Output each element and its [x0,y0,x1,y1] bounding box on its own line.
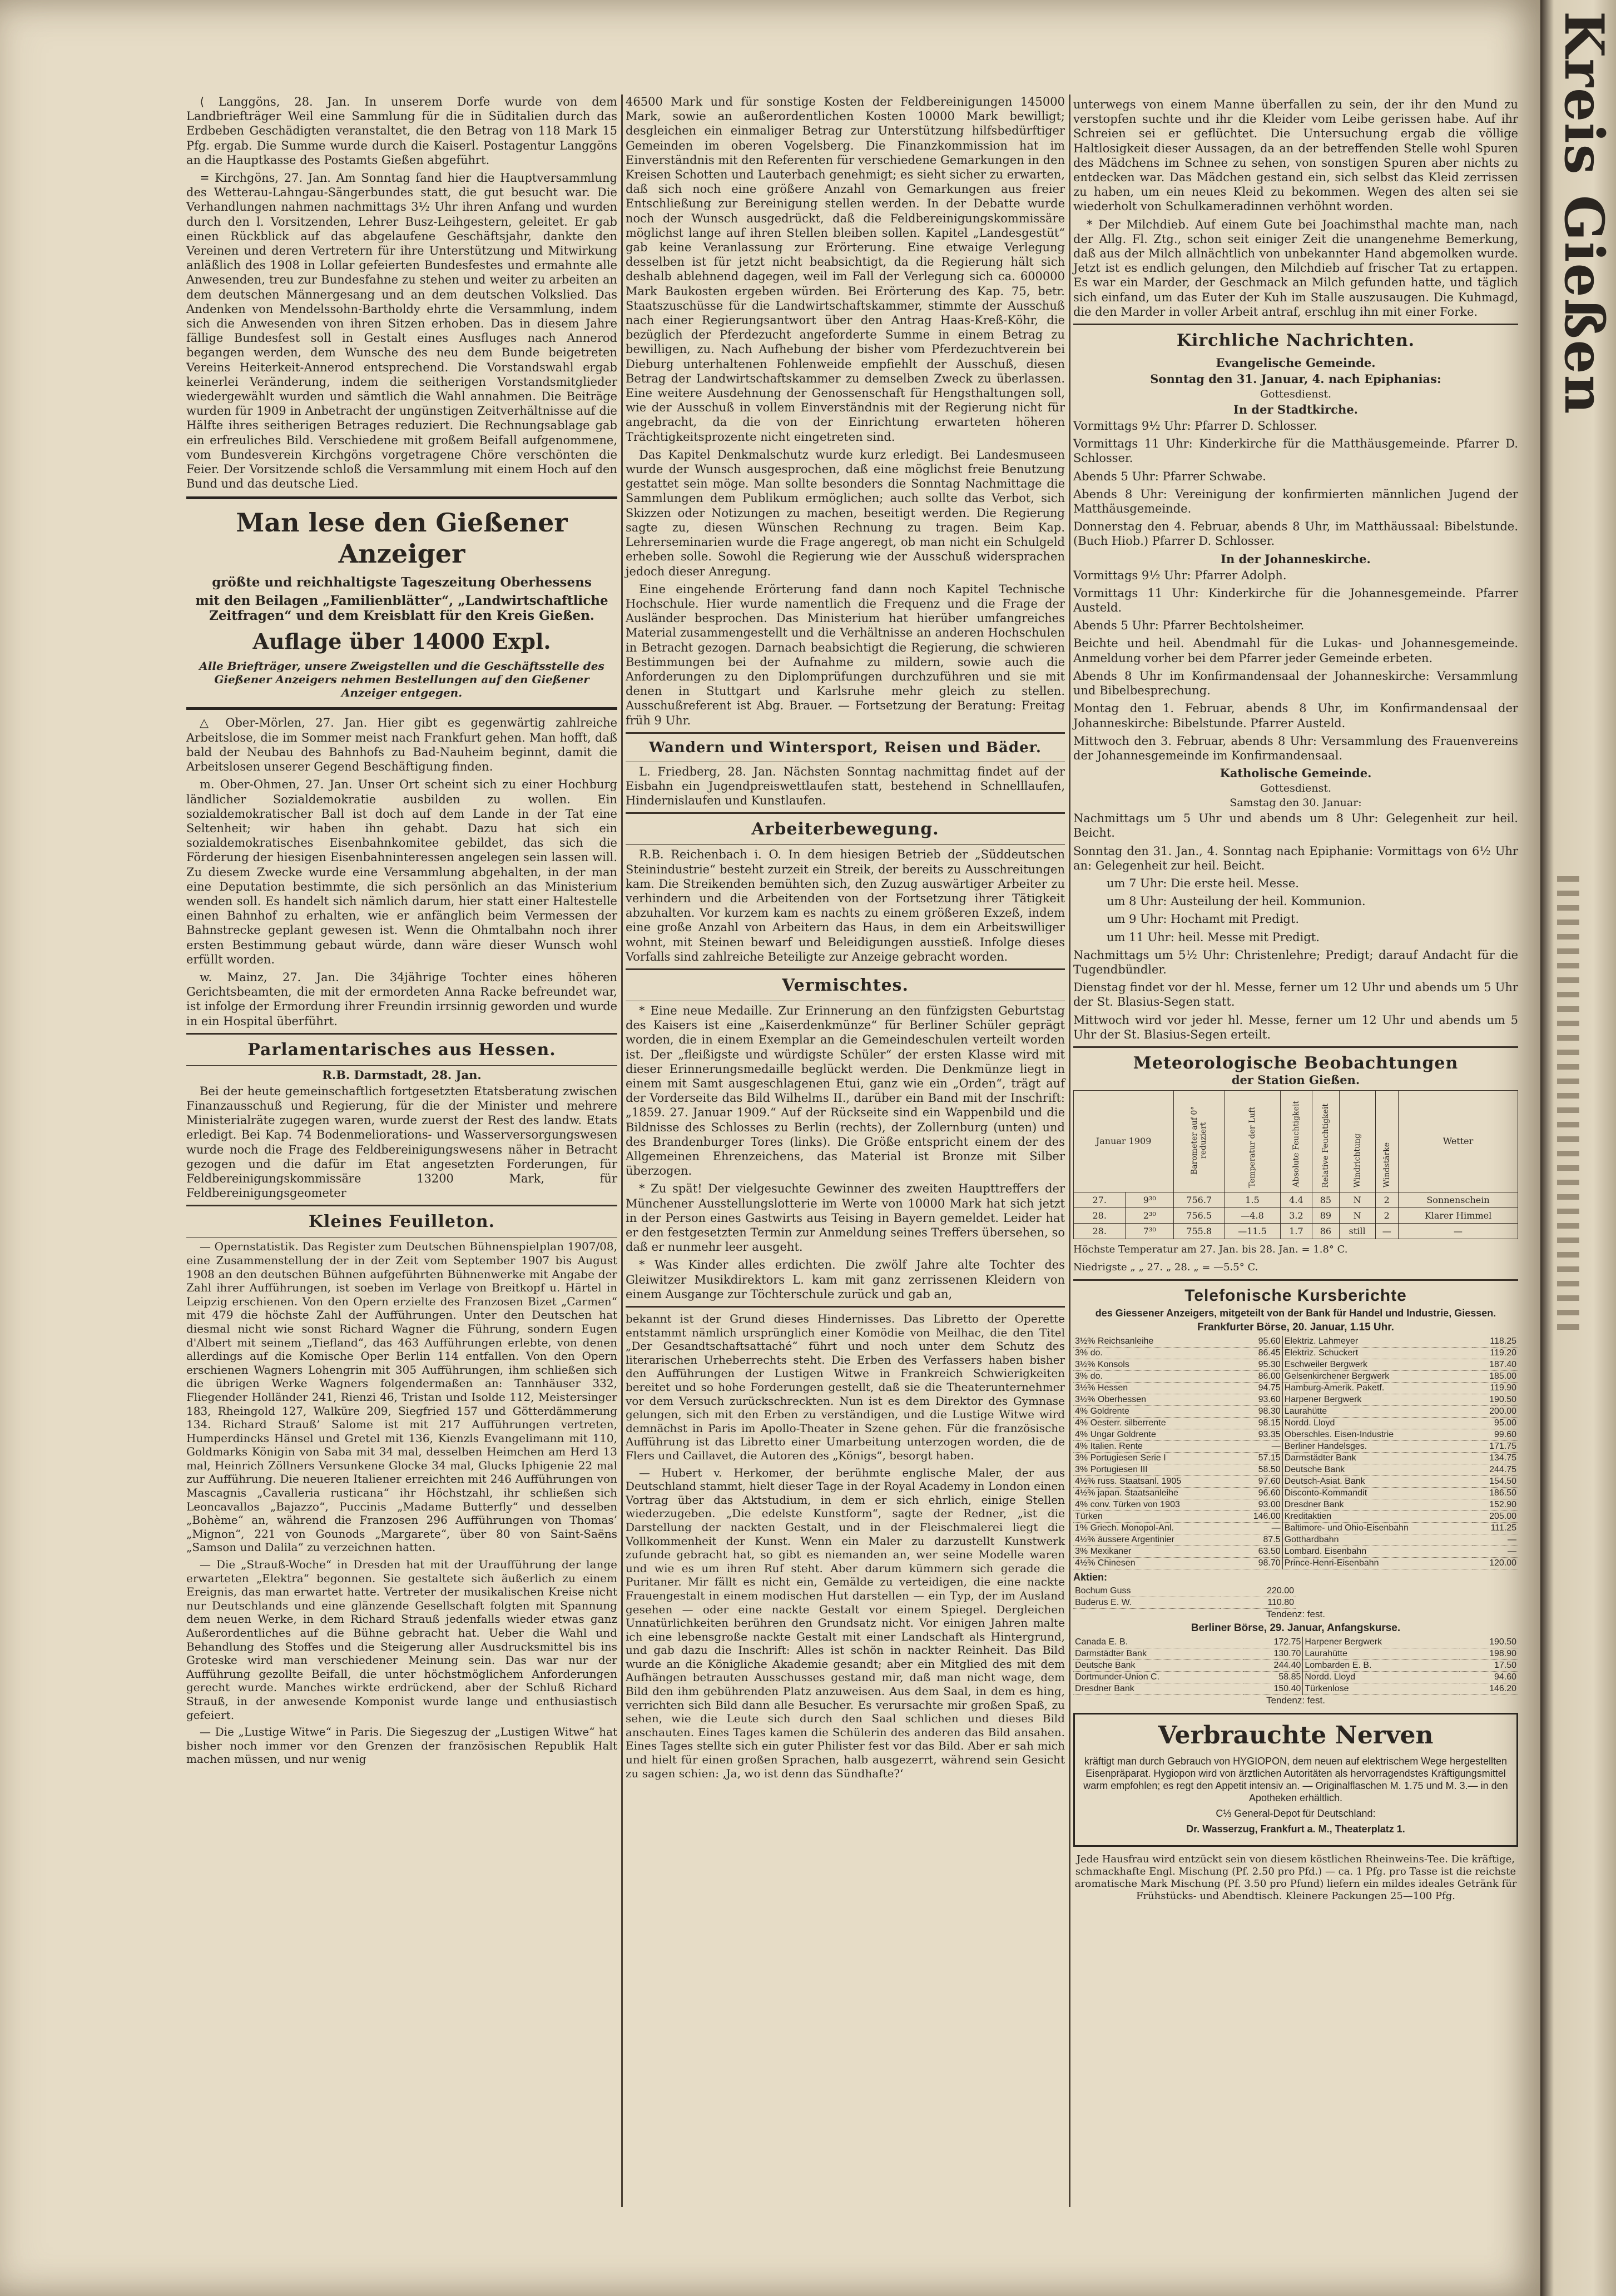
weather-header: Barometer auf 0° reduziert [1174,1090,1225,1192]
kurs-cell: Laurahütte [1282,1406,1473,1418]
kurs-cell: Darmstädter Bank [1073,1648,1243,1660]
kurs-row [1073,1558,1518,1569]
church-entry: Vormittags 11 Uhr: Kinderkirche für die Johannesgemeinde. Pfarrer Austeld. [1073,586,1518,615]
church-entry: Beichte und heil. Abendmahl für die Lukas- und Johannesgemeinde. Anmeldung vorher bei dem Pfarrer jeder Gemeinde erbeten. [1073,637,1518,665]
kurs-row [1073,1660,1518,1672]
kurs-cell: 99.60 [1473,1429,1518,1441]
kurs-cell: 186.50 [1473,1488,1518,1499]
church-news [1073,356,1518,1042]
weather-header-row [1074,1090,1518,1192]
church-entry: Donnerstag den 4. Februar, abends 8 Uhr, im Matthäussaal: Bibelstunde. (Buch Hiob.) Pfarrer D. Schlosser. [1073,520,1518,548]
kurs-cell: Laurahütte [1303,1648,1459,1660]
kurs-cell: Türkenlose [1303,1683,1459,1695]
column-divider [1069,95,1070,2207]
weather-cell: 7³⁰ [1126,1223,1174,1239]
kurs-cell: 4% Goldrente [1073,1406,1237,1418]
section-rule [626,968,1065,970]
weather-cell: 1.7 [1280,1223,1312,1239]
section-rule [186,1033,617,1035]
article-parliament-cont: 46500 Mark und für sonstige Kosten der Feldbereinigungen 145000 Mark, sowie an außerordentlichen Kosten 10000 Mark bewilligt; desgleichen ein einmaliger Betrag zur Unterstützung hilfsbedürftiger Gemeinden im oberen Vogelsberg. Die Finanzkommission hat im Einverständnis mit den Referenten für verschiedene Gemarkungen in den Kreisen Schotten und Lauterbach genehmigt; es sieht sicher zu erwarten, daß sich noch eine größere Anzahl von Gemarkungen aus freier Entschließung zur Bereinigung stellen werden. In der Debatte wurde noch der Wunsch ausgedrückt, daß die Feldbereinigungskommissäre möglichst lange auf ihren Stellen bleiben sollen. Kapitel „Landesgestüt“ gab keine Veranlassung zur Erörterung. Eine etwaige Verlegung desselben ist für jetzt nicht beabsichtigt, da die Regierung hält sich deshalb ablehnend dagegen, weil im Fall der Verlegung sich ca. 600000 Mark Baukosten ergeben würden. Bei Erörterung des Kap. 75, betr. Staatszuschüsse für die Landwirtschaftskammer, stimmte der Ausschuß nach einer Regierungsantwort über den Antrag Haas-Kreß-Köhr, die bezüglich der Pferdezucht angeforderte Summe in einem Betrag zu bewilligen, zu. Nach Aufhebung der bisher vom Pferdezuchtverein bei Dieburg unterhaltenen Fohlenweide empfiehlt der Ausschuß, diesen Betrag der Landwirtschaftskammer zu demselben Zweck zu überlassen. Eine weitere Ausdehnung der Genossenschaft für Hengsthaltungen soll, wie der Ausschuß in vollem Einverständnis mit der Regierung nicht für angebracht, da die von der Einrichtung erwarteten höheren Trächtigkeitsprozente nicht eingetreten sind. [626,95,1065,444]
kurs-cell: Elektriz. Lahmeyer [1282,1336,1473,1348]
kurs-cell: Deutsche Bank [1073,1660,1243,1672]
church-entry: Vormittags 11 Uhr: Kinderkirche für die Matthäusgemeinde. Pfarrer D. Schlosser. [1073,437,1518,465]
kurs-row [1073,1534,1518,1546]
church-entry: Mittwoch den 3. Februar, abends 8 Uhr: Versammlung des Frauenvereins der Johannesgemeinde im Konfirmandensaal. [1073,734,1518,762]
article-medaille: * Eine neue Medaille. Zur Erinnerung an den fünfzigsten Geburtstag des Kaisers ist eine „Kaiserdenkmünze“ für Berliner Schüler geprägt worden, die in einem Exemplar an die Gemeindeschulen verteilt worden ist. Der „fleißigste und würdigste Schüler“ der ersten Klasse wird mit dieser Erinnerungsmedaille beglückt werden. Die Denkmünze liegt in einem mit Samt ausgeschlagenen Etui, ganz wie ein „Orden“, trägt auf der Vorderseite das Bild Wilhelms II., darüber ein Band mit der Inschrift: „1859. 27. Januar 1909.“ Auf der Rückseite sind ein Wappenbild und die Bildnisse des Schlosses zu Berlin (rechts), der Zollernburg (unten) und des Brandenburger Tores (links). Die Größe entspricht einem der des Allgemeinen Ehrenzeichens, das Material ist Bronze mit Silber überzogen. [626,1003,1065,1178]
church-entry: um 8 Uhr: Austeilung der heil. Kommunion. [1107,894,1366,908]
weather-header: Absolute Feuchtigkeit [1280,1090,1312,1192]
kurs-cell: 150.40 [1243,1683,1303,1695]
article-langgoens: ⟨ Langgöns, 28. Jan. In unserem Dorfe wurde von dem Landbriefträger Weil eine Sammlung für die in Süditalien durch das Erdbeben Geschädigten veranstaltet, die den Betrag von 118 Mark 15 Pfg. ergab. Die Summe wurde durch die Kaiserl. Postagentur Langgöns an die Hauptkasse des Postamts Gießen abgeführt. [186,95,617,167]
kurs-cell: 146.20 [1459,1683,1518,1695]
dateline: R.B. Darmstadt, 28. Jan. [322,1067,482,1082]
weather-row [1074,1207,1518,1223]
weather-cell: 1.5 [1225,1192,1281,1207]
kurs-cell: 152.90 [1473,1499,1518,1511]
ad-title: Man lese den Gießener Anzeiger [236,508,568,569]
kurs-cell: Dresdner Bank [1073,1683,1243,1695]
adjacent-page-lines [1557,867,1579,2201]
kurse-frankfurt: Frankfurter Börse, 20. Januar, 1.15 Uhr. [1197,1321,1394,1334]
kurs-cell: 17.50 [1459,1660,1518,1672]
kurs-cell: 58.85 [1243,1672,1303,1683]
article-denkmalschutz: Das Kapitel Denkmalschutz wurde kurz erledigt. Bei Landesmuseen wurde der Wunsch ausgesprochen, daß eine möglichst freie Benutzung gestattet sein möge. Man sollte besonders die Sonntag Nachmittage die Sammlungen dem Publikum ermöglichen; auch sollte das Verbot, sich Skizzen oder Notizungen zu machen, beseitigt werden. Die Regierung sagte zu, diesen Wünschen Rechnung zu tragen. Beim Kap. Lehrerseminarien wurde die Frage angeregt, ob man nicht ein Schulgeld erheben solle. Sowohl die Regierung wie der Ausschuß widersprachen jedoch dieser Anregung. [626,448,1065,578]
kurs-row [1073,1429,1518,1441]
kurs-cell: 87.5 [1237,1534,1283,1546]
section-rule [626,1306,1065,1308]
section-heading-vermischtes: Vermischtes. [782,975,909,995]
kurs-row [1073,1648,1518,1660]
kurs-cell: 57.15 [1237,1453,1283,1464]
aktien-table [1073,1586,1296,1609]
article-kirchgoens: = Kirchgöns, 27. Jan. Am Sonntag fand hier die Hauptversammlung des Wetterau-Lahngau-Sängerbundes statt, die gut besucht war. Die Verhandlungen nahmen nachmittags 3½ Uhr ihren Anfang und wurden durch den l. Vorsitzenden, Lehrer Busz-Leihgestern, geleitet. Er gab einen Rückblick auf das abgelaufene Geschäftsjahr, dankte den Vereinen und deren Vertretern für ihre Unterstützung und Mitwirkung anläßlich des 1908 in Lollar gefeierten Bundesfestes und ermahnte alle Anwesenden, treu zur Bundesfahne zu stehen und weiter zu arbeiten an dem deutschen Männergesang und an dem deutschen Volkslied. Das Andenken von Mendelssohn-Bartholdy ehrte die Versammlung, indem sich die Anwesenden von ihren Sitzen erhoben. Das in diesem Jahre fällige Bundesfest soll in Gestalt eines Ausfluges nach Annerod begangen werden, dem Wunsche des neu dem Bunde beigetreten Vereins Heiterkeit-Annerod entsprechend. Die Vorstandswahl ergab keinerlei Veränderung, indem die seitherigen Vorstandsmitglieder wiedergewählt wurden und sämtlich die Wahl annahmen. Die Beiträge wurden für 1909 in Anbetracht der ungünstigen Zeitverhältnisse auf die Hälfte ihres seitherigen Betrages reduziert. Die Rechnungsablage gab ein erfreuliches Bild. Verschiedene mit großem Beifall aufgenommene, vom Bundesverein Kirchgöns vorgetragene Chöre verschönten die Feier. Der Vorsitzende schloß die Versammlung mit einem Hoch auf den Bund und das deutsche Lied. [186,171,617,491]
kurs-cell: 93.60 [1237,1394,1283,1406]
weather-cell: 756.5 [1174,1207,1225,1223]
adjacent-page-title: Kreis Gießen [1553,11,1615,415]
weather-cell: 85 [1312,1192,1340,1207]
ad-text: kräftigt man durch Gebrauch von HYGIOPON, dem neuen auf elektrischem Wege hergestellten Eisenpräparat. Hygiopon wird von ärztlichen Autoritäten als hervorragendstes Kräftigungsmittel warm empfohlen; es regt den Appetit intensiv an. — Originalflaschen M. 1.75 und M. 3.— in den Apotheken erhältlich. [1083,1756,1508,1804]
kurs-cell: 119.20 [1473,1348,1518,1359]
church-entry: um 11 Uhr: heil. Messe mit Predigt. [1107,930,1320,944]
kurs-cell: 200.00 [1473,1406,1518,1418]
kurs-cell: 93.35 [1237,1429,1283,1441]
meteo-station: der Station Gießen. [1231,1072,1360,1087]
kurse-table [1073,1336,1518,1569]
weather-cell: still [1339,1223,1375,1239]
kurs-cell: 3% do. [1073,1371,1237,1383]
article-parliament: Bei der heute gemeinschaftlich fortgesetzten Etatsberatung zwischen Finanzausschuß und Regierung, für die der Minister und mehrere Ministerialräte zugegen waren, wurde zuerst der Rest des landw. Etats erledigt. Bei Kap. 74 Bodenmeliorations- und Wasserversorgungswesen wurde noch die Frage des Feldbereinigungswesens näher in Betracht gezogen und die dafür im Etat angesetzten Forderungen, für Feldbereinigungskommissäre 13200 Mark, für Feldbereinigungsgeometer [186,1084,617,1200]
kurs-cell: 96.60 [1237,1488,1283,1499]
kurs-cell: 4½% russ. Staatsanl. 1905 [1073,1476,1237,1488]
church-date: Samstag den 30. Januar: [1230,797,1362,809]
kurs-cell: 98.15 [1237,1418,1283,1429]
kurs-cell: Dortmunder-Union C. [1073,1672,1243,1683]
ad-text: C⅓ General-Depot für Deutschland: [1216,1808,1376,1820]
kurs-cell: 4% Oesterr. silberrente [1073,1418,1237,1429]
kurs-row [1073,1476,1518,1488]
kurs-cell: — [1237,1441,1283,1453]
kurs-cell: 98.70 [1237,1558,1283,1569]
weather-header: Windrichtung [1339,1090,1375,1192]
kurs-row [1073,1523,1518,1534]
article-lustige-witwe: — Die „Lustige Witwe“ in Paris. Die Siegeszug der „Lustigen Witwe“ hat bisher noch immer vor den Grenzen der französischen Republik Halt machen müssen, und nur wenig [186,1725,617,1766]
kurs-cell: Dresdner Bank [1282,1499,1473,1511]
kurs-cell: Nordd. Lloyd [1282,1418,1473,1429]
kurs-cell: — [1237,1523,1283,1534]
kurs-cell: Bochum Guss [1073,1586,1221,1597]
church-evangelisch: Evangelische Gemeinde. [1216,356,1376,370]
kurs-cell: 4% Italien. Rente [1073,1441,1237,1453]
weather-cell: N [1339,1207,1375,1223]
kurs-cell: 3½% Hessen [1073,1383,1237,1394]
church-entry: Dienstag findet vor der hl. Messe, ferner um 12 Uhr und abends um 5 Uhr der St. Blasius-Segen statt. [1073,981,1518,1009]
section-rule [186,1205,617,1206]
weather-cell: 4.4 [1280,1192,1312,1207]
kurs-cell: 86.45 [1237,1348,1283,1359]
section-rule [626,812,1065,814]
kurs-row [1073,1683,1518,1695]
kurs-row [1073,1336,1518,1348]
section-heading-arbeiter: Arbeiterbewegung. [751,819,939,839]
article-kinder-cont: unterwegs von einem Manne überfallen zu sein, der ihr den Mund zu verstopfen suchte und ihr die Kleider vom Leibe gerissen habe. Auf ihr Schreien sei er geflüchtet. Die Untersuchung ergab die völlige Haltlosigkeit dieser Aussagen, da an der betreffenden Stelle wohl Spuren des Mädchens im Schnee zu sehen, von sonstigen Spuren aber nichts zu entdecken war. Das Mädchen gestand ein, sich selbst das Kleid zerrissen zu haben, um ein neues Kleid zu bekommen. Wegen des alten sei sie wiederholt von Schulkameradinnen verhöhnt worden. [1073,98,1518,213]
church-entry: Nachmittags um 5 Uhr und abends um 8 Uhr: Gelegenheit zur heil. Beicht. [1073,812,1518,840]
kurs-row [1073,1672,1518,1683]
kurs-cell: 130.70 [1243,1648,1303,1660]
weather-cell: N [1339,1192,1375,1207]
kurs-cell: Lombard. Eisenbahn [1282,1546,1473,1558]
weather-cell: 2 [1375,1192,1399,1207]
section-rule [626,844,1065,845]
church-entry: Abends 8 Uhr: Vereinigung der konfirmierten männlichen Jugend der Matthäusgemeinde. [1073,487,1518,516]
article-witwe-cont: bekannt ist der Grund dieses Hindernisses. Das Libretto der Operette entstammt nämlich ursprünglich einer Komödie von Meilhac, die den Titel „Der Gesandtschaftsattaché“ führt und noch unter dem Schutz des literarischen Urheberrechts steht. Die Erben des Verfassers haben bisher den Aufführungen der Lustigen Witwe in Frankreich Schwierigkeiten bereitet und so hohe Forderungen gestellt, daß sie die Theaterunternehmer vor dem Versuch zurückschreckten. Nun ist es dem Direktor des Gymnase gelungen, sich mit den Erben zu verständigen, und die Lustige Witwe wird demnächst in Paris im Apollo-Theater in Szene gehen. Für die französische Aufführung ist das Libretto einer Umarbeitung unterzogen worden, die de Flers und Caillavet, die Autoren des „Königs“, besorgt haben. [626,1312,1065,1462]
kurs-cell: 198.90 [1459,1648,1518,1660]
weather-header: Windstärke [1375,1090,1399,1192]
kurs-cell: 205.00 [1473,1511,1518,1523]
kurs-cell: Darmstädter Bank [1282,1453,1473,1464]
kurs-row [1073,1418,1518,1429]
church-entry: Mittwoch wird vor jeder hl. Messe, ferner um 12 Uhr und abends um 5 Uhr der St. Blasius-Segen erteilt. [1073,1013,1518,1041]
kurs-row [1073,1441,1518,1453]
church-entry: Abends 5 Uhr: Pfarrer Schwabe. [1073,469,1266,483]
church-gottesdienst: Gottesdienst. [1260,782,1332,795]
church-entry: um 7 Uhr: Die erste heil. Messe. [1107,876,1299,890]
kurs-row [1073,1406,1518,1418]
kurs-cell: 120.00 [1473,1558,1518,1569]
kurs-row [1073,1597,1296,1609]
church-entry: Sonntag den 31. Jan., 4. Sonntag nach Epiphanie: Vormittags von 6½ Uhr an: Gelegenheit zur heil. Beicht. [1073,844,1518,872]
article-ober-moerlen: △ Ober-Mörlen, 27. Jan. Hier gibt es gegenwärtig zahlreiche Arbeitslose, die im Sommer meist nach Frankfurt gehen. Man hofft, daß bald der Neubau des Bahnhofs zu Bad-Nauheim beginnt, damit die Arbeitslosen unserer Gegend Beschäftigung finden. [186,716,617,774]
kurs-row [1073,1348,1518,1359]
kurs-cell: Harpener Bergwerk [1282,1394,1473,1406]
weather-cell: 2³⁰ [1126,1207,1174,1223]
article-reichenbach: R.B. Reichenbach i. O. In dem hiesigen Betrieb der „Süddeutschen Steinindustrie“ besteht zurzeit ein Streik, der bereits zu Ausschreitungen kam. Die Streikenden bemühten sich, den Zuzug auswärtiger Arbeiter zu verhindern und die Arbeitenden von der Fortsetzung ihrer Tätigkeit abzuhalten. Vor kurzem kam es nachts zu einem größeren Exzeß, indem eine große Anzahl von Arbeitern das Haus, in dem ein Arbeitswilliger wohnt, mit Steinen bewarf und Beleidigungen ausstieß. Infolge dieses Vorfalls sind zahlreiche Beteiligte zur Anzeige gebracht worden. [626,848,1065,963]
berlin-table [1073,1637,1518,1695]
article-kinder: * Was Kinder alles erdichten. Die zwölf Jahre alte Tochter des Gleiwitzer Musikdirektors L. kam mit ganz zerrissenen Kleidern von einem Ausgange zur Töchterschule zurück und gab an, [626,1258,1065,1301]
ad-line: mit den Beilagen „Familienblätter“, „Landwirtschaftliche Zeitfragen“ und dem Kreisblatt für den Kreis Gießen. [195,593,608,624]
kurs-cell: 3½% Reichsanleihe [1073,1336,1237,1348]
kurs-row [1073,1371,1518,1383]
kurs-row [1073,1464,1518,1476]
article-herkomer: — Hubert v. Herkomer, der berühmte englische Maler, der aus Deutschland stammt, hielt dieser Tage in der Royal Academy in London einen Vortrag über das Aktstudium, in dem er sich ehrlich, einige Stellen wiederzugeben. „Die edelste Kunstform“, sagte der Redner, „ist die Darstellung der nackten Gestalt, und in der Fleischmalerei liegt die Vollkommenheit der Kunst. Wenn ein Maler zu darzustellt Kunstwerk zufunde gebracht hat, so gibt es niemanden an, wer seine Modelle waren und wie es um ihren Ruf steht. Aber darum kümmern sich gerade die Puritaner. Mir fällt es nicht ein, Gemälde zu verteidigen, die eine nackte Frauengestalt in einem modischen Hut darstellen — ein Typ, der im Ausland gesehen — oder eine nackte Gestalt vor einem Spiegel. Dergleichen Unnatürlichkeiten berühren den Grundsatz nicht. Vor einigen Jahren malte ich eine lebensgroße nackte Gestalt mit einer Landschaft als Hintergrund, und gab dazu die Inschrift: Alles ist schön in nackter Reinheit. Das Bild wurde an die Königliche Akademie gesandt; aber ein Mitglied des mit dem Aufhängen betrauten Ausschusses gestand mir, daß man nicht wage, dem Bild den ihm gebührenden Platz anzuweisen. Aus dem Saal, in dem es hing, verrichten sich Bild dann alle Besucher. Es verursachte mir großen Spaß, zu sehen, wie die Leute sich durch den Saal schlichen und dieses Bild anschauten. Eines Tages kamen die Schülerin des anderen das Bild ansahen. Eines Tages stellte sich ein guter Philister fest vor das Bild. Aber er sah mich und hielt für einen großen Sprachen, halb ausgezerrt, während sein Gesicht zu sagen schien: ‚Ja, wo ist denn das Sündhafte?‘ [626,1465,1065,1780]
kurs-cell: — [1473,1534,1518,1546]
weather-cell: 28. [1074,1223,1126,1239]
kurs-cell: 110.80 [1221,1597,1296,1609]
article-hochschule: Eine eingehende Erörterung fand dann noch Kapitel Technische Hochschule. Hier wurde namentlich die Frequenz und die Frage der Ausländer besprochen. Das Ministerium hat hierüber umfangreiches Material zusammengestellt und die Verhältnisse an anderen Hochschulen in Betracht gezogen. Darnach beabsichtigt die Regierung, die schwieren Bestimmungen bei der Aufnahme zu mildern, sowie auch die Anforderungen zu den Diplomprüfungen durchzuführen und sie mit denen in Stuttgart und Karlsruhe mehr gleich zu stellen. Ausschußreferent ist Abg. Brauer. — Fortsetzung der Beratung: Freitag früh 9 Uhr. [626,582,1065,727]
kurs-row [1073,1359,1518,1371]
kurs-cell: 58.50 [1237,1464,1283,1476]
kurs-cell: 3½% Oberhessen [1073,1394,1237,1406]
article-zu-spaet: * Zu spät! Der vielgesuchte Gewinner des zweiten Haupttreffers der Münchener Ausstellungslotterie im Werte von 10000 Mark hat sich jetzt in der Person eines Gastwirts aus Teising in Bayern gemeldet. Leider hat er den festgesetzten Termin zur Anmeldung seines Treffers übersehen, so daß er nunmehr leer ausgeht. [626,1182,1065,1254]
weather-table [1073,1090,1518,1239]
kurs-cell: 190.50 [1459,1637,1518,1648]
column-divider [621,95,623,2207]
section-rule [186,1065,617,1066]
kurs-cell: Nordd. Lloyd [1303,1672,1459,1683]
article-friedberg: L. Friedberg, 28. Jan. Nächsten Sonntag nachmittag findet auf der Eisbahn ein Jugendpreiswettlaufen statt, bestehend in Schnelllaufen, Hindernislaufen und Kunstlaufen. [626,764,1065,808]
church-date: Sonntag den 31. Januar, 4. nach Epiphanias: [1150,372,1441,386]
kurs-cell: Prince-Henri-Eisenbahn [1282,1558,1473,1569]
weather-row [1074,1223,1518,1239]
weather-header: Wetter [1399,1090,1518,1192]
kurs-cell: Baltimore- und Ohio-Eisenbahn [1282,1523,1473,1534]
kurs-row [1073,1383,1518,1394]
kurs-row [1073,1488,1518,1499]
kurse-berlin: Berliner Börse, 29. Januar, Anfangskurse. [1191,1622,1401,1634]
kurs-cell: Canada E. B. [1073,1637,1243,1648]
kurse-aktien: Aktien: [1073,1572,1108,1583]
section-heading-meteo: Meteorologische Beobachtungen [1133,1053,1459,1073]
weather-cell: 86 [1312,1223,1340,1239]
church-entry: Abends 8 Uhr im Konfirmandensaal der Johanneskirche: Versammlung und Bibelbesprechung. [1073,669,1518,698]
section-rule [1073,1046,1518,1048]
kurs-cell: Oberschles. Eisen-Industrie [1282,1429,1473,1441]
section-rule [1073,1279,1518,1281]
section-heading-kurse: Telefonische Kursberichte [1184,1286,1407,1305]
weather-cell: —11.5 [1225,1223,1281,1239]
ad-text: Dr. Wasserzug, Frankfurt a. M., Theaterplatz 1. [1186,1823,1405,1835]
kurs-cell: 154.50 [1473,1476,1518,1488]
kurs-cell: 172.75 [1243,1637,1303,1648]
kurs-cell: Berliner Handelsges. [1282,1441,1473,1453]
weather-cell: Klarer Himmel [1399,1207,1518,1223]
ad-line: größte und reichhaltigste Tageszeitung Oberhessens [212,575,592,590]
weather-cell: 755.8 [1174,1223,1225,1239]
kurs-cell: 86.00 [1237,1371,1283,1383]
kurs-cell: Gelsenkirchener Bergwerk [1282,1371,1473,1383]
column-1 [186,95,617,1770]
kurs-cell: 119.90 [1473,1383,1518,1394]
kurs-cell: — [1473,1546,1518,1558]
section-heading-feuilleton: Kleines Feuilleton. [308,1212,495,1232]
weather-row [1074,1192,1518,1207]
article-mainz: w. Mainz, 27. Jan. Die 34jährige Tochter eines höheren Gerichtsbeamten, die mit der ermordeten Anna Racke befreundet war, ist infolge der Ermordung ihrer Freundin irrsinnig geworden und wurde in ein Hospital überführt. [186,970,617,1028]
kurs-cell: 94.75 [1237,1383,1283,1394]
kurs-cell: 97.60 [1237,1476,1283,1488]
church-entry: Abends 5 Uhr: Pfarrer Bechtolsheimer. [1073,619,1305,633]
kurs-cell: 3½% Konsols [1073,1359,1237,1371]
ad-title: Verbrauchte Nerven [1158,1721,1434,1750]
kurs-row [1073,1637,1518,1648]
article-opernstatistik: — Opernstatistik. Das Register zum Deutschen Bühnenspielplan 1907/08, eine Zusammenstellung der in der Zeit vom September 1907 bis August 1908 an den deutschen Bühnen aufgeführten Bühnenwerke mit Angabe der Zahl ihrer Aufführungen, ist soeben im Verlage von Breitkopf u. Härtel in Leipzig erschienen. Von den Opern erzielte des Franzosen Bizet „Carmen“ mit 479 die höchste Zahl der Aufführungen. Unter den Deutschen hat diesmal nicht wie sonst Richard Wagner die Führung, sondern Eugen d'Albert mit seinem „Tiefland“, das 463 Aufführungen erlebte, von denen allerdings auf die Komische Oper Berlin 114 entfallen. Von den Opern erschienen Wagners Lohengrin mit 305 Aufführungen, ihm schließen sich die übrigen Werke Wagners folgendermaßen an: Tannhäuser 332, Fliegender Holländer 241, Rienzi 46, Tristan und Isolde 112, Meistersinger 183, Rheingold 127, Walküre 209, Siegfried 157 und Götterdämmerung 134. Richard Strauß’ Salome ist mit 217 Aufführungen vertreten, Humperdincks Hänsel und Gretel mit 136, Kienzls Evangelimann mit 110, Goldmarks Königin von Saba mit 34 mal, desselben Heimchen am Herd 13 mal, Heinrich Zöllners Versunkene Glocke 34 mal, Glucks Iphigenie 22 mal zur Aufführung. Die neueren Italiener erreichten mit 246 Aufführungen von Mascagnis „Cavalleria rusticana“ ihr Höchstzahl, ihr schließen sich Leoncavallos „Bajazzo“, Puccinis „Madame Butterfly“ und desselben „Bohème“ an, während die Franzosen 296 Aufführungen von Thomas’ „Mignon“, 221 von Gounods „Margarete“, über 80 von Saint-Saëns „Samson und Dalila“ zu verzeichnen hatten. [186,1240,617,1554]
church-johanneskirche: In der Johanneskirche. [1221,551,1371,566]
kurs-cell: 4½% Chinesen [1073,1558,1237,1569]
section-rule [186,1237,617,1238]
weather-cell: 756.7 [1174,1192,1225,1207]
column-3 [1073,97,1518,1906]
section-heading-kirche: Kirchliche Nachrichten. [1176,331,1415,351]
section-rule [1073,324,1518,325]
church-katholisch: Katholische Gemeinde. [1220,766,1372,781]
article-milchdieb: * Der Milchdieb. Auf einem Gute bei Joachimsthal machte man, nach der Allg. Fl. Ztg., schon seit einiger Zeit die unangenehme Bemerkung, daß aus der Milch allnächtlich von unbekannter Hand abgemolken wurde. Jetzt ist es endlich gelungen, den Milchdieb auf frischer Tat zu ertappen. Es war ein Marder, der Geschmack an Milch gefunden hatte, und täglich sich einfand, um das Euter der Kuh im Stalle auszusaugen. Die Kuhmagd, die den Marder in voller Arbeit antraf, erschlug ihn mit einer Forke. [1073,217,1518,319]
kurs-cell: 190.50 [1473,1394,1518,1406]
kurs-cell: 146.00 [1237,1511,1283,1523]
kurs-cell: 185.00 [1473,1371,1518,1383]
kurs-row [1073,1586,1296,1597]
kurs-cell: 4½% japan. Staatsanleihe [1073,1488,1237,1499]
kurs-cell: 118.25 [1473,1336,1518,1348]
church-entry: Vormittags 9½ Uhr: Pfarrer Adolph. [1073,568,1287,582]
kurs-cell: Deutsche Bank [1282,1464,1473,1476]
weather-cell: — [1375,1223,1399,1239]
kurs-cell: 187.40 [1473,1359,1518,1371]
article-strauss-woche: — Die „Strauß-Woche“ in Dresden hat mit der Uraufführung der lange erwarteten „Elektra“ begonnen. Sie gestaltete sich äußerlich zu einem Ereignis, das man erwartet hatte. Vertreter der musikalischen Kreise nicht nur Deutschlands und eine glänzende Gesellschaft folgten mit Spannung dem neuen Werke, in dem Richard Strauß jedenfalls wieder etwas ganz Außerordentliches auf die Bühne gebracht hat. Ueber die Wahl und Behandlung des Stoffes und die Steigerung aller Ausdrucksmittel bis ins Groteske wird man verschiedener Meinung sein. Das war nur der Aufführung gezollte Beifall, die unter höchstmöglichem Anforderungen gerecht wurde. Manches wirkte erdrückend, aber der Schluß Richard Strauß, in der anwesende Komponist wurde lange und enthusiastisch gefeiert. [186,1558,617,1722]
kurs-cell: 244.40 [1243,1660,1303,1672]
church-gottesdienst: Gottesdienst. [1260,388,1332,401]
tea-advertisement: Jede Hausfrau wird entzückt sein von diesem köstlichen Rheinweins-Tee. Die kräftige, schmackhafte Engl. Mischung (Pf. 2.50 pro Pfd.) — ca. 1 Pfg. pro Tasse ist die reichste aromatische Mark Mischung (Pf. 3.50 pro Pfund) liefern ein mildes ideales Getränk für Frühstücks- und Abendtisch. Kleinere Packungen 25—100 Pfg. [1074,1853,1517,1902]
ad-note: Alle Briefträger, unsere Zweigstellen und die Geschäftsstelle des Gießener Anzeigers nehmen Bestellungen auf den Gießener Anzeiger entgegen. [199,659,604,700]
kurs-cell: Elektriz. Schuckert [1282,1348,1473,1359]
kurs-cell: 3% Mexikaner [1073,1546,1237,1558]
weather-cell: 3.2 [1280,1207,1312,1223]
kurs-cell: 244.75 [1473,1464,1518,1476]
weather-cell: 28. [1074,1207,1126,1223]
weather-header: Relative Feuchtigkeit [1312,1090,1340,1192]
hygiopon-advertisement [1073,1713,1518,1847]
weather-cell: —4.8 [1225,1207,1281,1223]
kurse-source: des Giessener Anzeigers, mitgeteilt von der Bank für Handel und Industrie, Giessen. [1095,1308,1496,1319]
section-heading-wandern: Wandern und Wintersport, Reisen und Bäder. [649,739,1042,756]
kurs-row [1073,1453,1518,1464]
kurs-cell: 95.00 [1473,1418,1518,1429]
meteo-max: Höchste Temperatur am 27. Jan. bis 28. Jan. = 1.8° C. [1073,1243,1348,1255]
kurs-cell: Deutsch-Asiat. Bank [1282,1476,1473,1488]
kurse-tendenz: Tendenz: fest. [1266,1609,1325,1620]
kurs-cell: Hamburg-Amerik. Paketf. [1282,1383,1473,1394]
church-entry: Vormittags 9½ Uhr: Pfarrer D. Schlosser. [1073,419,1317,433]
kurs-cell: 3% do. [1073,1348,1237,1359]
kurs-row [1073,1546,1518,1558]
kurs-cell: Harpener Bergwerk [1303,1637,1459,1648]
kurs-row [1073,1394,1518,1406]
section-rule [626,732,1065,734]
kurs-cell: 134.75 [1473,1453,1518,1464]
church-stadtkirche: In der Stadtkirche. [1233,402,1358,417]
church-entry: Nachmittags um 5½ Uhr: Christenlehre; Predigt; darauf Andacht für die Tugendbündler. [1073,948,1518,976]
ad-circulation: Auflage über 14000 Expl. [252,629,551,654]
meteo-min: Niedrigste „ „ 27. „ 28. „ = —5.5° C. [1073,1261,1258,1274]
kurs-cell: 3% Portugiesen III [1073,1464,1237,1476]
kurs-cell: Türken [1073,1511,1237,1523]
church-entry: um 9 Uhr: Hochamt mit Predigt. [1107,912,1300,926]
kurs-cell: 94.60 [1459,1672,1518,1683]
anzeiger-advertisement [186,496,617,710]
article-ober-ohmen: m. Ober-Ohmen, 27. Jan. Unser Ort scheint sich zu einer Hochburg ländlicher Sozialdemokratie ausbilden zu wollen. Ein sozialdemokratischer Ball ist doch auf dem Lande in der Tat eine Seltenheit; wir haben ihn gehabt. Dazu hat sich ein sozialdemokratisches Eisenbahnkomitee gebildet, das sich die Förderung der hiesigen Eisenbahninteressen angelegen sein lassen will. Zu diesem Zwecke wurde eine Versammlung abgehalten, in der man eine Deputation bestimmte, die sich persönlich an das Ministerium wenden soll. Es handelt sich nämlich darum, hier statt einer Haltestelle einen Bahnhof zu erhalten, wie er anfänglich beim Vermessen der Bahnstrecke geplant gewesen ist. Wenn die Ohmtalbahn noch ihrer ersten Bestimmung gebaut würde, dann wäre dieser Wunsch wohl erfüllt worden. [186,778,617,966]
weather-header: Januar 1909 [1074,1090,1174,1192]
kurs-cell: Lombarden E. B. [1303,1660,1459,1672]
kurse-tendenz: Tendenz: fest. [1266,1695,1325,1706]
kurs-cell: 95.30 [1237,1359,1283,1371]
weather-cell: 9³⁰ [1126,1192,1174,1207]
weather-cell: 27. [1074,1192,1126,1207]
kurs-cell: 4½% äussere Argentinier [1073,1534,1237,1546]
weather-cell: — [1399,1223,1518,1239]
weather-cell: 2 [1375,1207,1399,1223]
weather-header: Temperatur der Luft [1225,1090,1281,1192]
kurs-cell: 4% Ungar Goldrente [1073,1429,1237,1441]
kurs-cell: Buderus E. W. [1073,1597,1221,1609]
kurs-cell: 220.00 [1221,1586,1296,1597]
kurs-cell: 63.50 [1237,1546,1283,1558]
column-2 [626,95,1065,1783]
kurs-cell: 93.00 [1237,1499,1283,1511]
kurs-cell: 95.60 [1237,1336,1283,1348]
weather-cell: Sonnenschein [1399,1192,1518,1207]
kurs-cell: 171.75 [1473,1441,1518,1453]
kurs-cell: 4% conv. Türken von 1903 [1073,1499,1237,1511]
kurs-cell: 1% Griech. Monopol-Anl. [1073,1523,1237,1534]
kurs-cell: 111.25 [1473,1523,1518,1534]
kurs-cell: 3% Portugiesen Serie I [1073,1453,1237,1464]
kurs-row [1073,1499,1518,1511]
church-entry: Montag den 1. Februar, abends 8 Uhr, im Konfirmandensaal der Johanneskirche: Bibelstunde. Pfarrer Austeld. [1073,702,1518,730]
kurs-cell: Eschweiler Bergwerk [1282,1359,1473,1371]
weather-cell: 89 [1312,1207,1340,1223]
section-heading-parliament: Parlamentarisches aus Hessen. [247,1040,556,1060]
kurs-row [1073,1511,1518,1523]
kurs-cell: Kreditaktien [1282,1511,1473,1523]
kurs-cell: Gotthardbahn [1282,1534,1473,1546]
kurs-cell: Disconto-Kommandit [1282,1488,1473,1499]
kurs-cell: 98.30 [1237,1406,1283,1418]
